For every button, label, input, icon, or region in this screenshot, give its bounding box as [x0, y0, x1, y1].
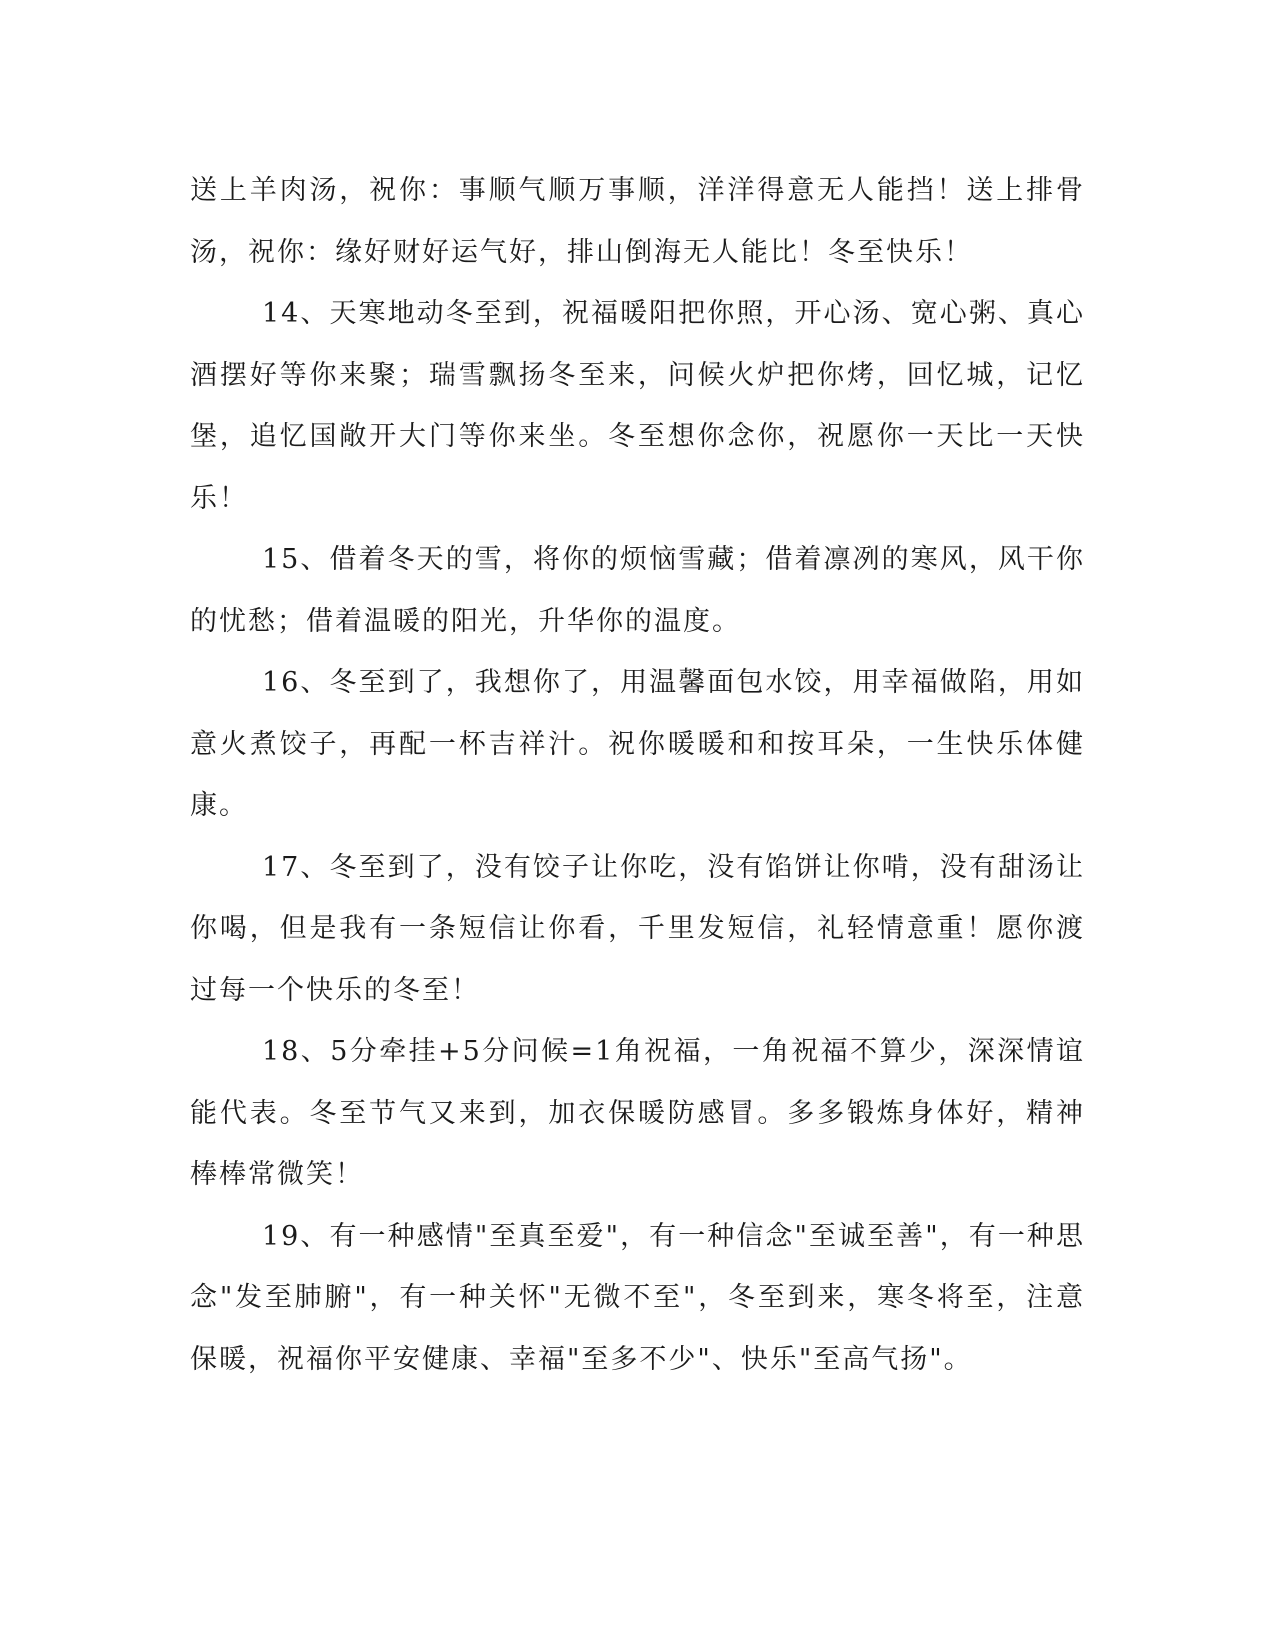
- paragraph-19: 19、有一种感情"至真至爱"，有一种信念"至诚至善"，有一种思念"发至肺腑"，有一种关怀"无微不至"，冬至到来，寒冬将至，注意保暖，祝福你平安健康、幸福"至多不少"、快乐"至高气扬"。: [190, 1220, 1085, 1375]
- paragraph-15: 15、借着冬天的雪，将你的烦恼雪藏；借着凛冽的寒风，风干你的忧愁；借着温暖的阳光，升华你的温度。: [190, 544, 1085, 637]
- document-body: [190, 160, 1085, 1390]
- paragraph-14: 14、天寒地动冬至到，祝福暖阳把你照，开心汤、宽心粥、真心酒摆好等你来聚；瑞雪飘扬冬至来，问候火炉把你烤，回忆城，记忆堡，追忆国敞开大门等你来坐。冬至想你念你，祝愿你一天比一天快乐！: [190, 298, 1085, 514]
- paragraph-18: 18、5分牵挂+5分问候=1角祝福，一角祝福不算少，深深情谊能代表。冬至节气又来到，加衣保暖防感冒。多多锻炼身体好，精神棒棒常微笑！: [190, 1036, 1085, 1190]
- paragraph-17: 17、冬至到了，没有饺子让你吃，没有馅饼让你啃，没有甜汤让你喝，但是我有一条短信让你看，千里发短信，礼轻情意重！愿你渡过每一个快乐的冬至！: [190, 851, 1085, 1006]
- paragraph-continuation: 送上羊肉汤，祝你：事顺气顺万事顺，洋洋得意无人能挡！送上排骨汤，祝你：缘好财好运气好，排山倒海无人能比！冬至快乐！: [190, 175, 1085, 268]
- paragraph-16: 16、冬至到了，我想你了，用温馨面包水饺，用幸福做陷，用如意火煮饺子，再配一杯吉祥汁。祝你暖暖和和按耳朵，一生快乐体健康。: [190, 667, 1085, 821]
